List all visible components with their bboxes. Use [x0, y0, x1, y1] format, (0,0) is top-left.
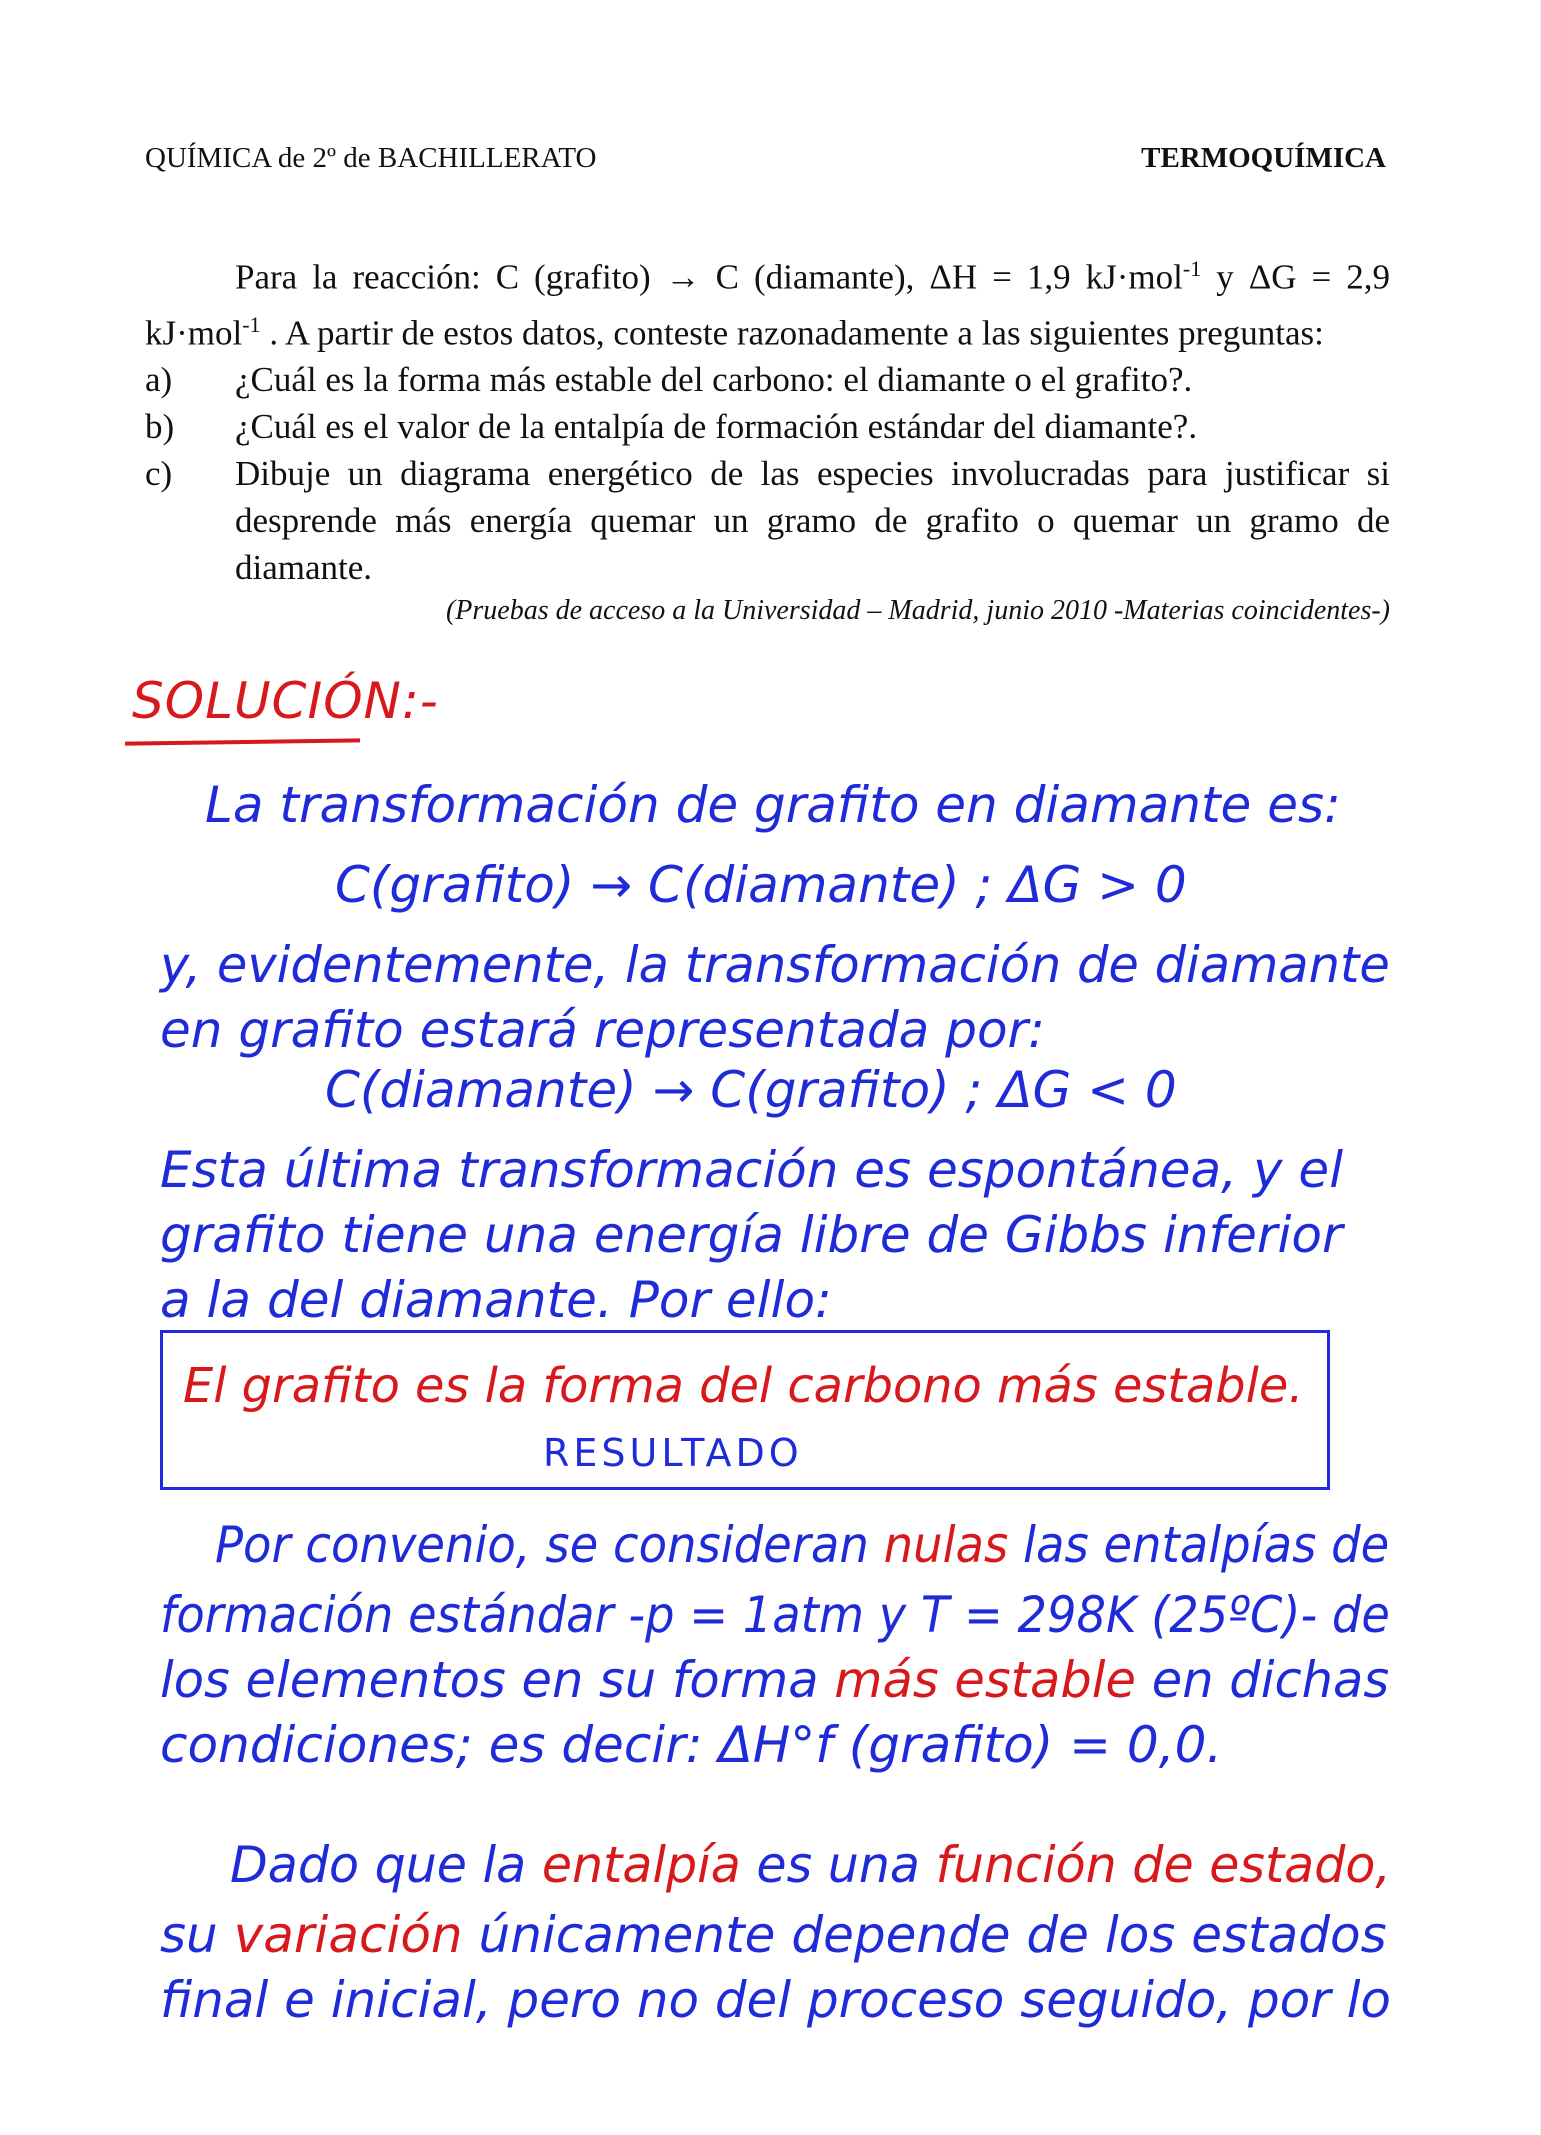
- solution-line: La transformación de grafito en diamante es:: [205, 776, 1341, 834]
- problem-source: (Pruebas de acceso a la Universidad – Madrid, junio 2010 -Materias coincidentes-): [445, 595, 1390, 627]
- solution-equation: C(diamante) → C(grafito) ; ΔG < 0: [325, 1061, 1177, 1119]
- solution-line: condiciones; es decir: ΔH°f (grafito) = 0,0.: [160, 1716, 1223, 1774]
- solution-line: los elementos en su forma más estable en dichas: [160, 1651, 1390, 1709]
- header-topic: TERMOQUÍMICA: [1141, 142, 1386, 174]
- question-item: c) Dibuje un diagrama energético de las especies involucradas para justificar si desprende más energía quemar un gramo de grafito o quemar un gramo de diamante.: [145, 454, 1390, 588]
- solution-underline: [125, 738, 360, 745]
- solution-line: Por convenio, se consideran nulas las entalpías de: [215, 1516, 1390, 1574]
- solution-line: final e inicial, pero no del proceso seguido, por lo: [160, 1971, 1391, 2029]
- solution-line: Dado que la entalpía es una función de estado,: [230, 1836, 1391, 1894]
- result-text: El grafito es la forma del carbono más estable.: [183, 1358, 1304, 1414]
- solution-line: y, evidentemente, la transformación de diamante: [160, 936, 1390, 994]
- solution-line: Esta última transformación es espontánea, y el: [160, 1141, 1344, 1199]
- question-list: [145, 356, 1390, 591]
- question-item: b) ¿Cuál es el valor de la entalpía de formación estándar del diamante?.: [145, 407, 1198, 447]
- result-label: RESULTADO: [543, 1431, 803, 1475]
- solution-equation: C(grafito) → C(diamante) ; ΔG > 0: [335, 856, 1187, 914]
- solution-line: grafito tiene una energía libre de Gibbs inferior: [160, 1206, 1343, 1264]
- problem-intro: Para la reacción: C (grafito) → C (diamante), ΔH = 1,9 kJ·mol$^{-1}$ y ΔG = 2,9 kJ·mol$^{-1}$ . A partir de estos datos, conteste razonadamente a las siguientes preguntas:: [145, 256, 1390, 353]
- question-item: a) ¿Cuál es la forma más estable del carbono: el diamante o el grafito?.: [145, 360, 1193, 400]
- result-box: [160, 1330, 1330, 1490]
- solution-line: formación estándar -p = 1atm y T = 298K (25ºC)- de: [160, 1586, 1390, 1644]
- solution-line: su variación únicamente depende de los estados: [160, 1906, 1387, 1964]
- solution-title: SOLUCIÓN:-: [132, 672, 439, 730]
- problem-statement: [145, 245, 1390, 629]
- header-subject: QUÍMICA de 2º de BACHILLERATO: [145, 142, 597, 174]
- solution-line: en grafito estará representada por:: [160, 1001, 1045, 1059]
- solution-line: a la del diamante. Por ello:: [160, 1271, 832, 1329]
